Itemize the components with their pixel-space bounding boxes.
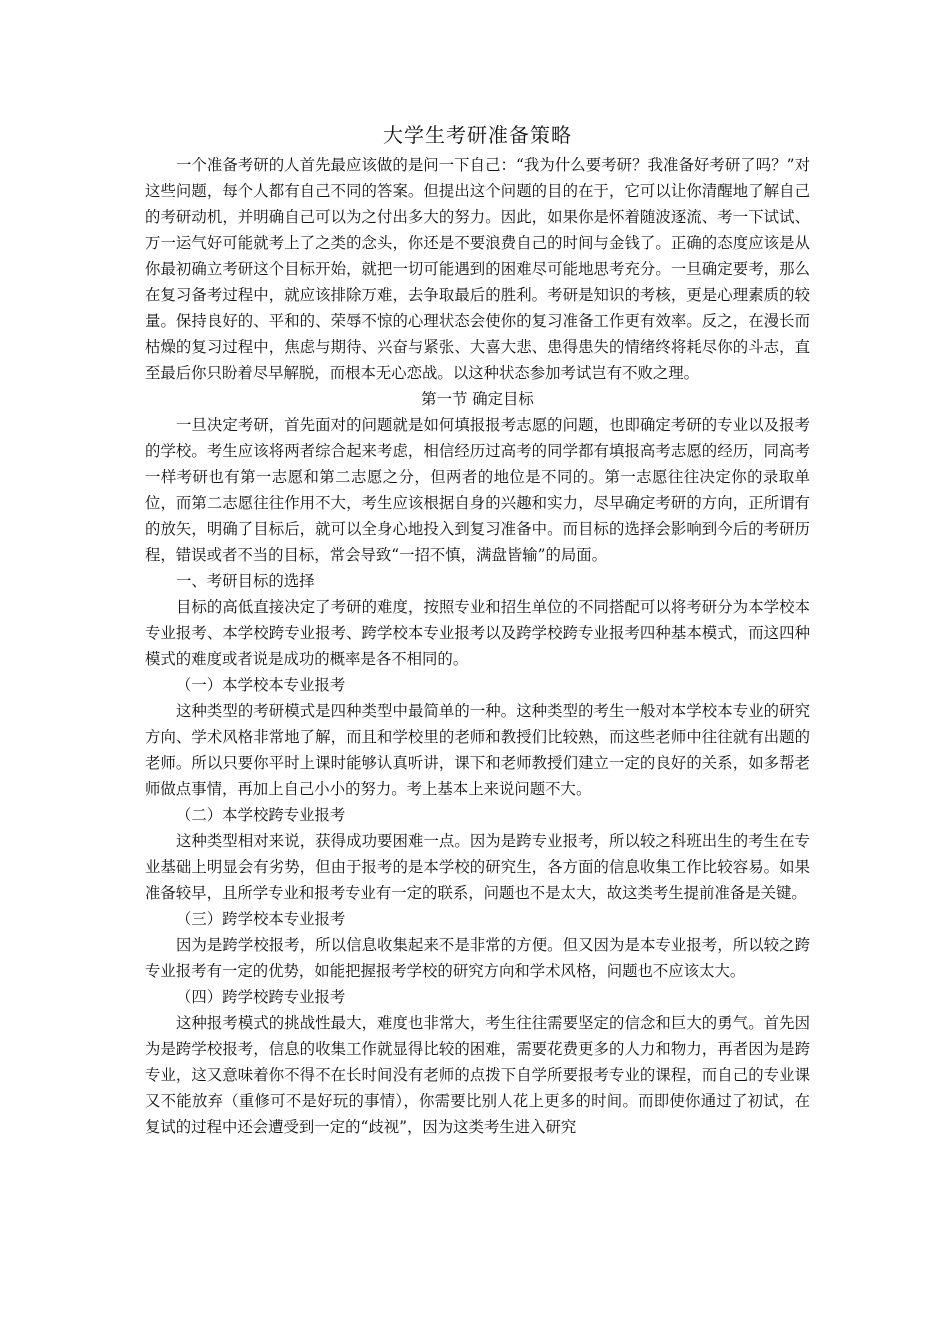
mode-1-title: （一）本学校本专业报考 [176, 676, 346, 694]
section-1-paragraph: 一旦决定考研，首先面对的问题就是如何填报报考志愿的问题，也即确定考研的专业以及报考的学校。考生应该将两者综合起来考虑，相信经历过高考的同学都有填报高考志愿的经历，同高考一样考研也有第一志愿和第二志愿之分，但两者的地位是不同的。第一志愿往往决定你的录取单位，而第二志愿往往作用不大，考生应该根据自身的兴趣和实力，尽早确定考研的方向，正所谓有的放矢，明确了目标后，就可以全身心地投入到复习准备中。而目标的选择会影响到今后的考研历程，错误或者不当的目标，常会导致“一招不慎，满盘皆输”的局面。 [145, 416, 810, 564]
subsection-1-paragraph: 目标的高低直接决定了考研的难度，按照专业和招生单位的不同搭配可以将考研分为本学校本专业报考、本学校跨专业报考、跨学校本专业报考以及跨学校跨专业报考四种基本模式，而这四种模式的难度或者说是成功的概率是各不相同的。 [145, 598, 810, 668]
mode-3-title: （三）跨学校本专业报考 [176, 910, 346, 928]
section-1-title: 第一节 确定目标 [421, 390, 534, 408]
mode-2-paragraph: 这种类型相对来说，获得成功要困难一点。因为是跨专业报考，所以较之科班出生的考生在专业基础上明显会有劣势，但由于报考的是本学校的研究生，各方面的信息收集工作比较容易。如果准备较早，且所学专业和报考专业有一定的联系，问题也不是太大，故这类考生提前准备是关键。 [145, 832, 810, 902]
document-page [145, 120, 810, 1140]
mode-1-paragraph: 这种类型的考研模式是四种类型中最简单的一种。这种类型的考生一般对本学校本专业的研究方向、学术风格非常地了解，而且和学校里的老师和教授们比较熟，而这些老师中往往就有出题的老师。所以只要你平时上课时能够认真听讲，课下和老师教授们建立一定的良好的关系，如多帮老师做点事情，再加上自己小小的努力。考上基本上来说问题不大。 [145, 702, 810, 798]
mode-3-paragraph: 因为是跨学校报考，所以信息收集起来不是非常的方便。但又因为是本专业报考，所以较之跨专业报考有一定的优势，如能把握报考学校的研究方向和学术风格，问题也不应该太大。 [145, 936, 810, 980]
document-title: 大学生考研准备策略 [383, 123, 572, 147]
mode-4-paragraph: 这种报考模式的挑战性最大，难度也非常大，考生往往需要坚定的信念和巨大的勇气。首先因为是跨学校报考，信息的收集工作就显得比较的困难，需要花费更多的人力和物力，再者因为是跨专业，这又意味着你不得不在长时间没有老师的点拨下自学所要报考专业的课程，而自己的专业课又不能放弃（重修可不是好玩的事情），你需要比别人花上更多的时间。而即使你通过了初试，在复试的过程中还会遭受到一定的“歧视”，因为这类考生进入研究 [145, 1014, 810, 1136]
mode-4-title: （四）跨学校跨专业报考 [176, 988, 346, 1006]
intro-paragraph: 一个准备考研的人首先最应该做的是问一下自己：“我为什么要考研？我准备好考研了吗？”对这些问题，每个人都有自己不同的答案。但提出这个问题的目的在于，它可以让你清醒地了解自己的考研动机，并明确自己可以为之付出多大的努力。因此，如果你是怀着随波逐流、考一下试试、万一运气好可能就考上了之类的念头，你还是不要浪费自己的时间与金钱了。正确的态度应该是从你最初确立考研这个目标开始，就把一切可能遇到的困难尽可能地思考充分。一旦确定要考，那么在复习备考过程中，就应该排除万难，去争取最后的胜利。考研是知识的考核，更是心理素质的较量。保持良好的、平和的、荣辱不惊的心理状态会使你的复习准备工作更有效率。反之，在漫长而枯燥的复习过程中，焦虑与期待、兴奋与紧张、大喜大悲、患得患失的情绪终将耗尽你的斗志，直至最后你只盼着尽早解脱，而根本无心恋战。以这种状态参加考试岂有不败之理。 [145, 156, 810, 382]
subsection-1-title: 一、考研目标的选择 [176, 572, 315, 590]
mode-2-title: （二）本学校跨专业报考 [176, 806, 346, 824]
